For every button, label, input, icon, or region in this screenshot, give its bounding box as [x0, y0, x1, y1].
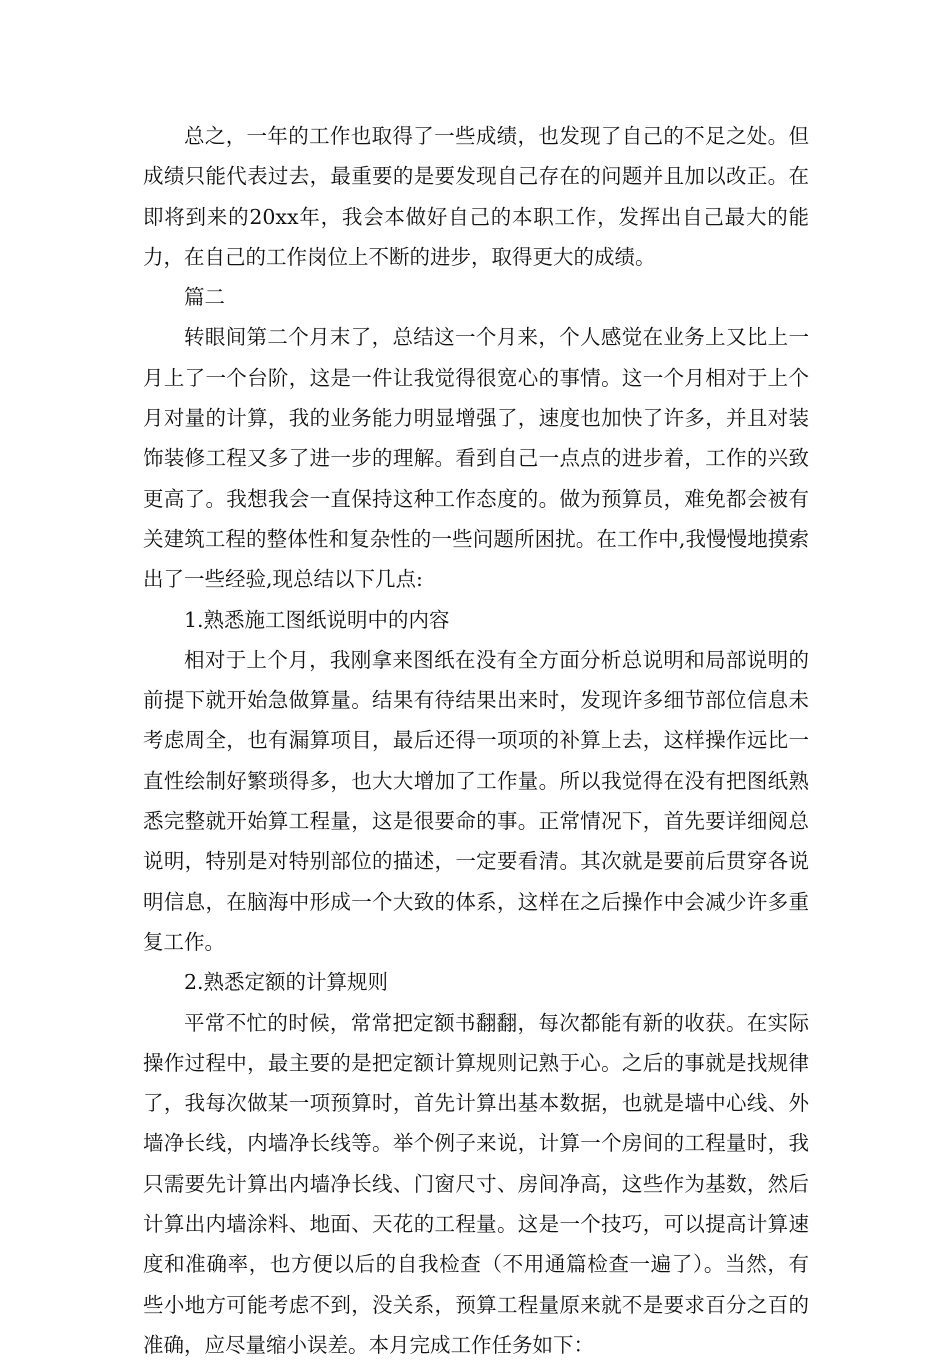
paragraph-summary: 总之，一年的工作也取得了一些成绩，也发现了自己的不足之处。但成绩只能代表过去，最重要的是要发现自己存在的问题并且加以改正。在即将到来的20xx年，我会本做好自己的本职工作，发挥出自己最大的能力，在自己的工作岗位上不断的进步，取得更大的成绩。 — [143, 124, 809, 269]
point-heading-1: 1.熟悉施工图纸说明中的内容 — [184, 607, 450, 632]
point-heading-2: 2.熟悉定额的计算规则 — [184, 970, 389, 995]
paragraph-point-2: 平常不忙的时候，常常把定额书翻翻，每次都能有新的收获。在实际操作过程中，最主要的是把定额计算规则记熟于心。之后的事就是找规律了，我每次做某一项预算时，首先计算出基本数据，也就是墙中心线、外墙净长线，内墙净长线等。举个例子来说，计算一个房间的工程量时，我只需要先计算出内墙净长线、门窗尺寸、房间净高，这些作为基数，然后计算出内墙涂料、地面、天花的工程量。这是一个技巧，可以提高计算速度和准确率，也方便以后的自我检查（不用通篇检查一遍了）。当然，有些小地方可能考虑不到，没关系，预算工程量原来就不是要求百分之百的准确，应尽量缩小误差。本月完成工作任务如下： — [143, 1010, 809, 1357]
paragraph-point-1: 相对于上个月，我刚拿来图纸在没有全方面分析总说明和局部说明的前提下就开始急做算量。结果有待结果出来时，发现许多细节部位信息未考虑周全，也有漏算项目，最后还得一项项的补算上去，这样操作远比一直性绘制好繁琐得多，也大大增加了工作量。所以我觉得在没有把图纸熟悉完整就开始算工程量，这是很要命的事。正常情况下，首先要详细阅总说明，特别是对特别部位的描述，一定要看清。其次就是要前后贯穿各说明信息，在脑海中形成一个大致的体系，这样在之后操作中会减少许多重复工作。 — [143, 647, 809, 954]
document-body — [143, 116, 809, 1365]
paragraph-month-review: 转眼间第二个月末了，总结这一个月来，个人感觉在业务上又比上一月上了一个台阶，这是一件让我觉得很宽心的事情。这一个月相对于上个月对量的计算，我的业务能力明显增强了，速度也加快了许多，并且对装饰装修工程又多了进一步的理解。看到自己一点点的进步着，工作的兴致更高了。我想我会一直保持这种工作态度的。做为预算员，难免都会被有关建筑工程的整体性和复杂性的一些问题所困扰。在工作中,我慢慢地摸索出了一些经验,现总结以下几点: — [143, 325, 809, 592]
section-heading-part-two: 篇二 — [184, 285, 225, 310]
